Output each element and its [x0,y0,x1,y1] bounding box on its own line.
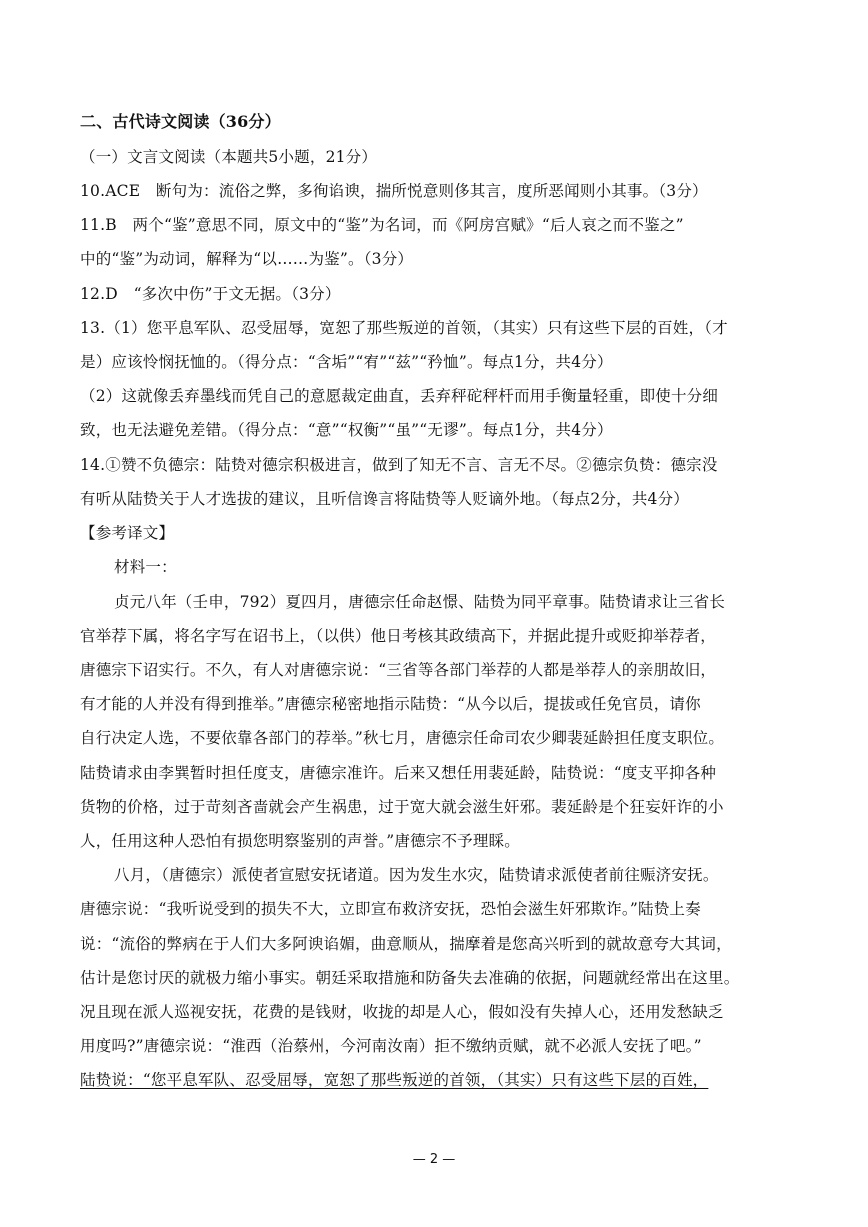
answer-line: 11.B 两个“鉴”意思不同，原文中的“鉴”为名词，而《阿房宫赋》“后人哀之而不鉴之” [80,216,684,234]
translation-line: 有才能的人并没有得到推举。”唐德宗秘密地指示陆贽：“从今以后，提拔或任免官员，请你 [80,695,701,713]
reference-heading: 【参考译文】 [80,524,175,542]
answer-line: 是）应该怜悯抚恤的。（得分点：“含垢”“宥”“兹”“矜恤”。每点1分，共4分） [80,353,613,371]
translation-line: 唐德宗下诏实行。不久，有人对唐德宗说：“三省等各部门举荐的人都是举荐人的亲朋故旧， [80,661,717,679]
answer-line: 致，也无法避免差错。（得分点：“意”“权衡”“虽”“无谬”。每点1分，共4分） [80,421,613,439]
answer-line: 10.ACE 断句为：流俗之弊，多徇谄谀，揣所悦意则侈其言，度所恶闻则小其事。（3分） [80,182,708,200]
translation-line: 估计是您讨厌的就极力缩小事实。朝廷采取措施和防备失去准确的依据，问题就经常出在这里。 [80,969,740,987]
answer-line: 中的“鉴”为动词，解释为“以……为鉴”。（3分） [80,250,414,268]
translation-line: 说：“流俗的弊病在于人们大多阿谀谄媚，曲意顺从，揣摩着是您高兴听到的就故意夸大其词， [80,935,732,953]
answer-line: 14.①赞不负德宗：陆贽对德宗积极进言，做到了知无不言、言无不尽。②德宗负贽：德宗没 [80,456,718,474]
translation-line: 况且现在派人巡视安抚，花费的是钱财，收拢的却是人心，假如没有失掉人心，还用发愁缺乏 [80,1003,724,1021]
translation-line: 自行决定人选，不要依靠各部门的荐举。”秋七月，唐德宗任命司农少卿裴延龄担任度支职位。 [80,729,725,747]
translation-line: 八月，（唐德宗）派使者宣慰安抚诸道。因为发生水灾，陆贽请求派使者前往赈济安抚。 [114,866,719,884]
answer-line: 12.D “多次中伤”于文无据。（3分） [80,285,341,303]
translation-line: 陆贽请求由李巽暂时担任度支，唐德宗准许。后来又想任用裴延龄，陆贽说：“度支平抑各种 [80,764,717,782]
translation-line: 人，任用这种人恐怕有损您明察鉴别的声誉。”唐德宗不予理睬。 [80,832,520,850]
translation-line: 货物的价格，过于苛刻吝啬就会产生祸患，过于宽大就会滋生奸邪。裴延龄是个狂妄奸诈的小 [80,798,724,816]
answer-line: 13.（1）您平息军队、忍受屈辱，宽恕了那些叛逆的首领，（其实）只有这些下层的百姓，（才 [80,319,728,337]
translation-line: 唐德宗说：“我听说受到的损失不大，立即宣布救济安抚，恐怕会滋生奸邪欺诈。”陆贽上奏 [80,900,701,918]
subsection-title: （一）文言文阅读（本题共5小题，21分） [80,148,378,166]
answer-line: （2）这就像丢弃墨线而凭自己的意愿裁定曲直，丢弃秤砣秤杆而用手衡量轻重，即使十分细 [80,387,719,405]
material-label: 材料一： [114,558,177,576]
translation-line: 官举荐下属，将名字写在诏书上，（以供）他日考核其政绩高下，并据此提升或贬抑举荐者， [80,627,716,645]
answer-line: 有听从陆贽关于人才选拔的建议，且听信谗言将陆贽等人贬谪外地。（每点2分，共4分） [80,490,689,508]
translation-line-underlined: 陆贽说：“您平息军队、忍受屈辱，宽恕了那些叛逆的首领，（其实）只有这些下层的百姓， [80,1071,709,1089]
page-number: — 2 — [412,1152,456,1167]
translation-line: 贞元八年（壬申，792）夏四月，唐德宗任命赵憬、陆贽为同平章事。陆贽请求让三省长 [114,593,726,611]
translation-line: 用度吗?”唐德宗说：“淮西（治蔡州，今河南汝南）拒不缴纳贡赋，就不必派人安抚了吧。” [80,1037,702,1055]
section-title: 二、古代诗文阅读（36分） [80,112,281,131]
